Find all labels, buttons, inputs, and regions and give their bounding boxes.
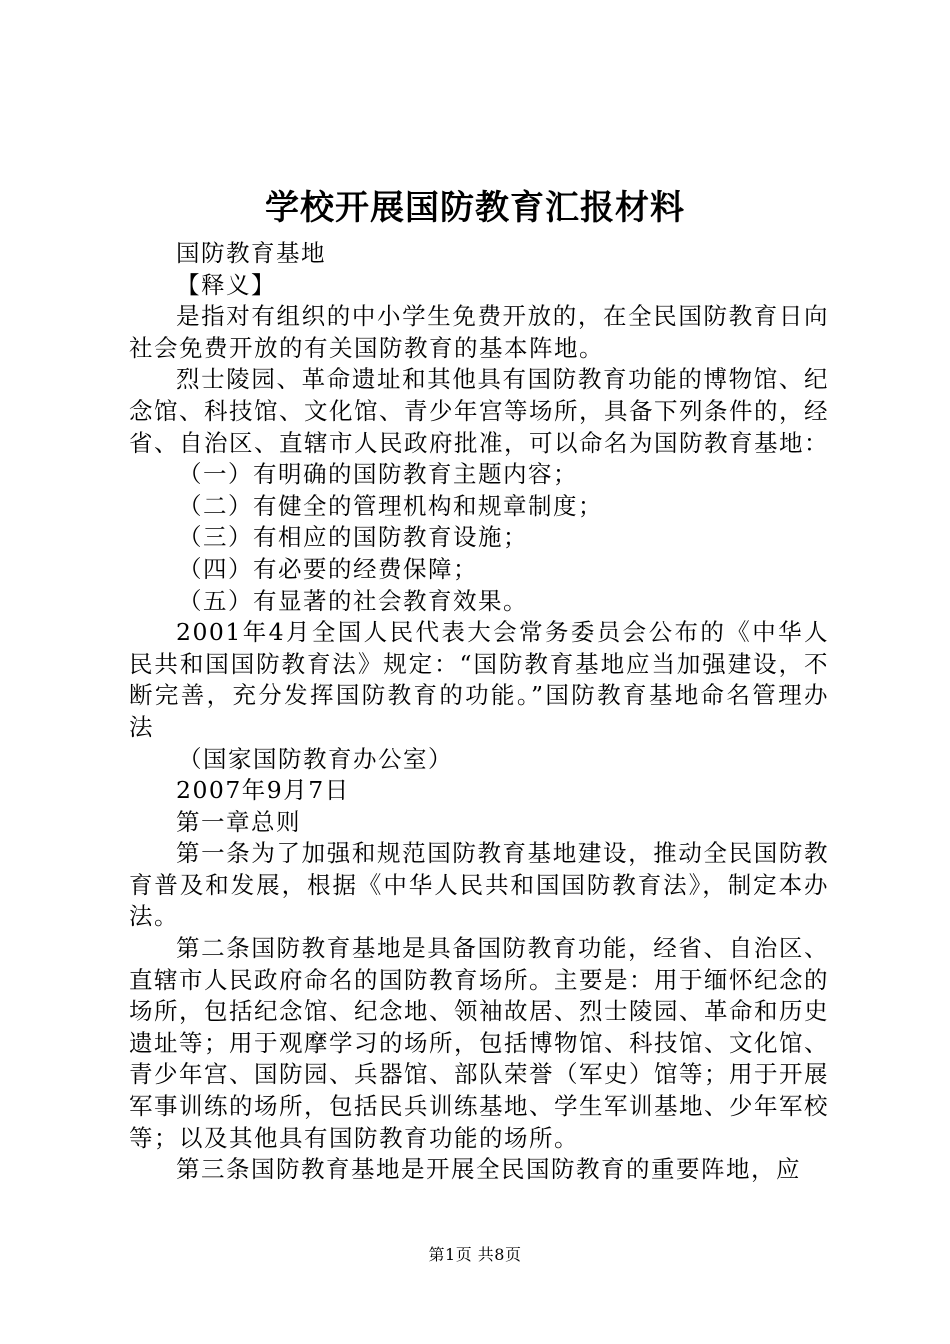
article-2: 第二条国防教育基地是具备国防教育功能，经省、自治区、直辖市人民政府命名的国防教育场所。主要是：用于缅怀纪念的场所，包括纪念馆、纪念地、领袖故居、烈士陵园、革命和历史遗址等；用于观摩学习的场所，包括博物馆、科技馆、文化馆、青少年宫、国防园、兵器馆、部队荣誉（军史）馆等；用于开展军事训练的场所，包括民兵训练基地、学生军训基地、少年军校等；以及其他具有国防教育功能的场所。 bbox=[129, 934, 829, 1152]
document-title: 学校开展国防教育汇报材料 bbox=[265, 188, 685, 228]
paragraph-definition-heading: 【释义】 bbox=[176, 270, 276, 299]
chapter-heading: 第一章总则 bbox=[176, 807, 301, 836]
paragraph-date: 2007年9月7日 bbox=[176, 776, 350, 805]
paragraph-issuer: （国家国防教育办公室） bbox=[178, 744, 453, 773]
paragraph-conditions-intro: 烈士陵园、革命遗址和其他具有国防教育功能的博物馆、纪念馆、科技馆、文化馆、青少年宫等场所，具备下列条件的，经省、自治区、直辖市人民政府批准，可以命名为国防教育基地： bbox=[129, 365, 829, 457]
article-3: 第三条国防教育基地是开展全民国防教育的重要阵地，应 bbox=[176, 1155, 801, 1184]
page-number-footer: 第1页 共8页 bbox=[428, 1245, 522, 1264]
condition-item-3: （三）有相应的国防教育设施； bbox=[178, 523, 528, 552]
paragraph-law-quote: 2001年4月全国人民代表大会常务委员会公布的《中华人民共和国国防教育法》规定：“国防教育基地应当加强建设，不断完善，充分发挥国防教育的功能。”国防教育基地命名管理办法 bbox=[129, 618, 829, 741]
condition-item-2: （二）有健全的管理机构和规章制度； bbox=[178, 491, 603, 520]
condition-item-4: （四）有必要的经费保障； bbox=[178, 554, 478, 583]
paragraph-definition: 是指对有组织的中小学生免费开放的，在全民国防教育日向社会免费开放的有关国防教育的基本阵地。 bbox=[129, 302, 829, 362]
paragraph-base-name: 国防教育基地 bbox=[176, 239, 326, 267]
condition-item-5: （五）有显著的社会教育效果。 bbox=[178, 586, 528, 615]
document-body bbox=[129, 238, 829, 1186]
article-1: 第一条为了加强和规范国防教育基地建设，推动全民国防教育普及和发展，根据《中华人民共和国国防教育法》，制定本办法。 bbox=[129, 839, 829, 931]
condition-item-1: （一）有明确的国防教育主题内容； bbox=[178, 460, 578, 489]
